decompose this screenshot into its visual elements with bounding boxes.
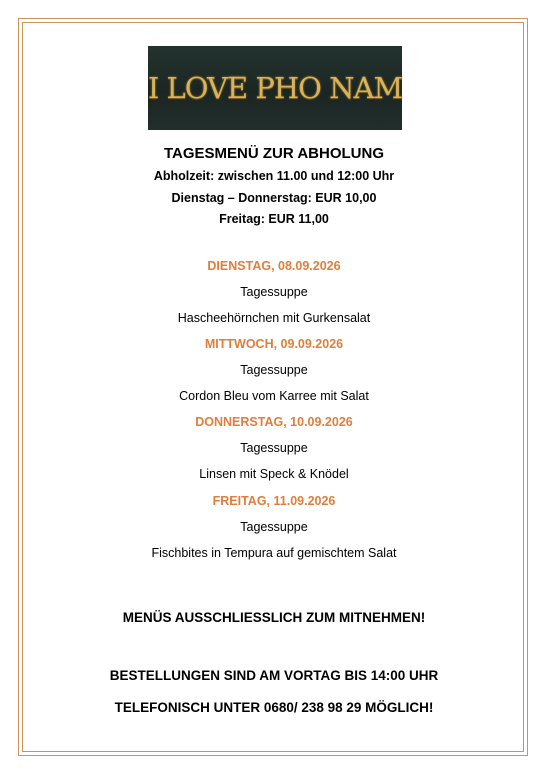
pickup-time: Abholzeit: zwischen 11.00 und 12:00 Uhr <box>153 169 395 183</box>
dish-soup-wednesday: Tagessuppe <box>240 363 308 377</box>
menu-title: TAGESMENÜ ZUR ABHOLUNG <box>164 145 384 162</box>
dish-soup-thursday: Tagessuppe <box>240 441 308 455</box>
dish-main-thursday: Linsen mit Speck & Knödel <box>199 467 349 481</box>
price-tue-thu: Dienstag – Donnerstag: EUR 10,00 <box>171 191 377 205</box>
restaurant-logo <box>148 46 402 130</box>
dish-main-tuesday: Hascheehörnchen mit Gurkensalat <box>177 311 371 325</box>
takeaway-notice: MENÜS AUSSCHLIESSLICH ZUM MITNEHMEN! <box>122 610 426 625</box>
dish-soup-friday: Tagessuppe <box>240 520 308 534</box>
order-notice-line-2: TELEFONISCH UNTER 0680/ 238 98 29 MÖGLICH! <box>114 700 434 715</box>
day-heading-friday: FREITAG, 11.09.2026 <box>212 494 336 508</box>
logo-text: I LOVE PHO NAM <box>147 71 403 105</box>
price-fri: Freitag: EUR 11,00 <box>219 212 329 226</box>
day-heading-thursday: DONNERSTAG, 10.09.2026 <box>195 415 353 429</box>
dish-main-friday: Fischbites in Tempura auf gemischtem Salat <box>151 546 397 560</box>
order-notice-line-1: BESTELLUNGEN SIND AM VORTAG BIS 14:00 UHR <box>109 668 439 683</box>
dish-main-wednesday: Cordon Bleu vom Karree mit Salat <box>179 389 369 403</box>
page-border-inner <box>22 22 524 752</box>
day-heading-wednesday: MITTWOCH, 09.09.2026 <box>204 337 344 351</box>
day-heading-tuesday: DIENSTAG, 08.09.2026 <box>207 259 341 273</box>
dish-soup-tuesday: Tagessuppe <box>240 285 308 299</box>
